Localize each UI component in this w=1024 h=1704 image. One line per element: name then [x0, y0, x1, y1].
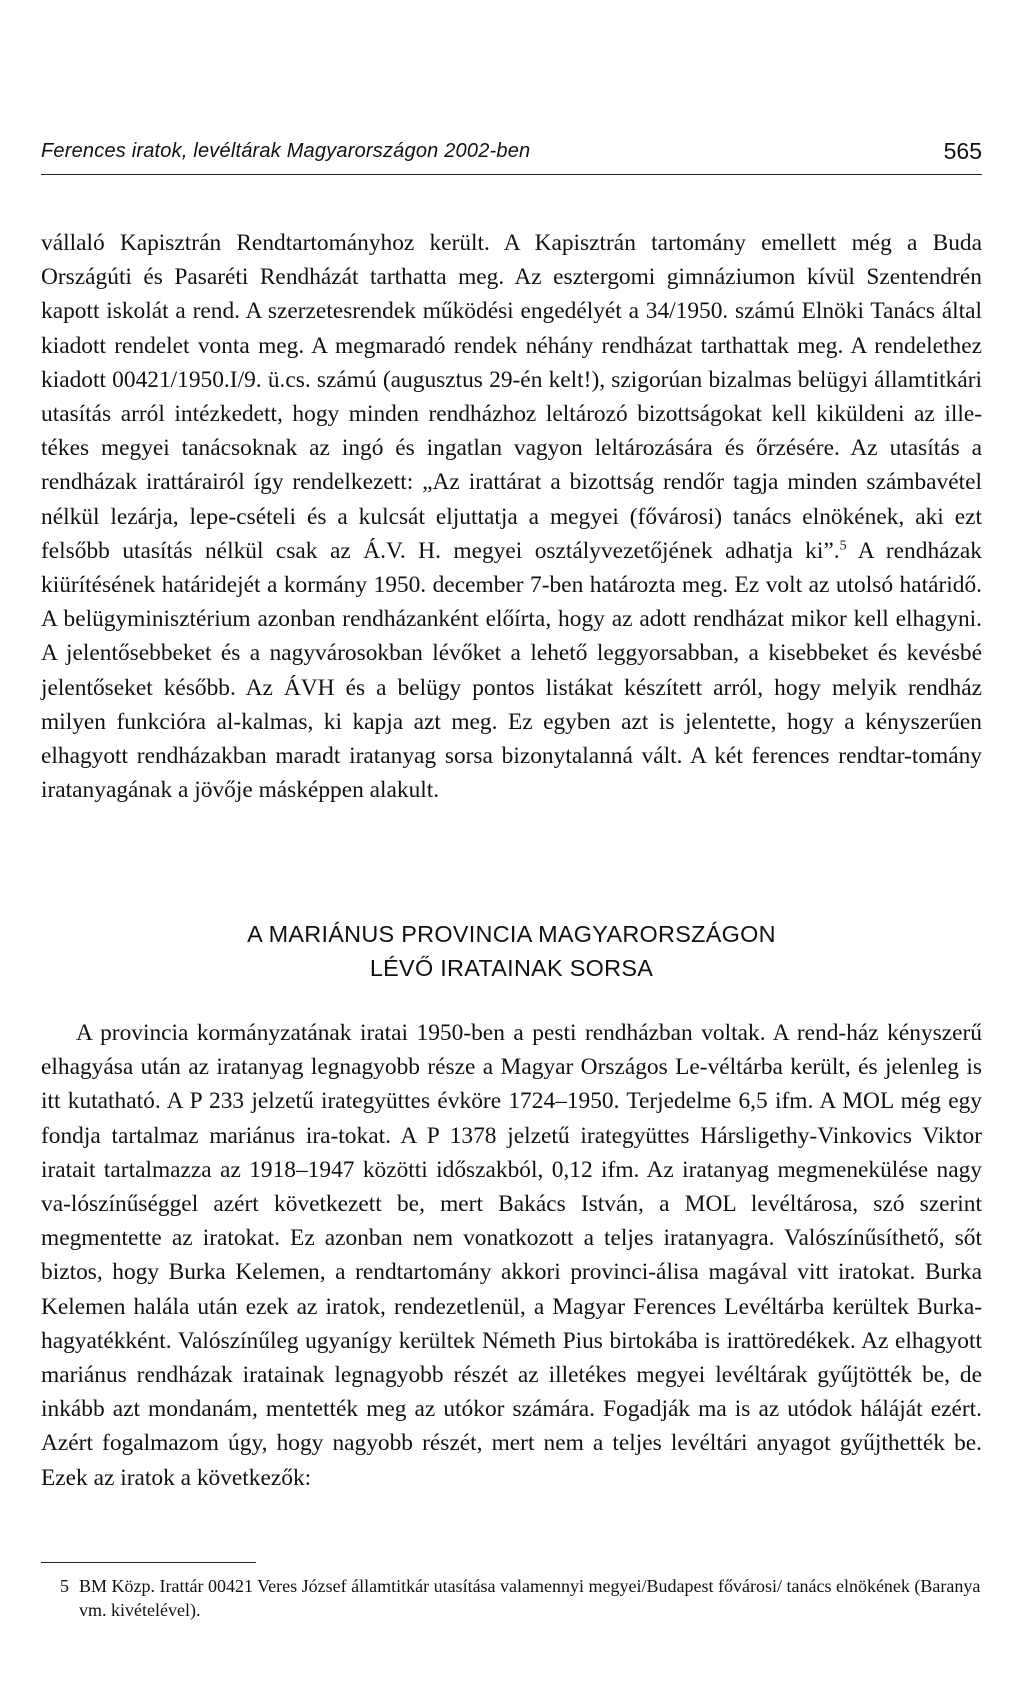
quotation: „Az irattárat a bizottság rendőr tagja minden számbavétel nélkül lezárja, lepe-csételi és a kulcsát eljuttatja a megyei (fővárosi) tanács elnökének, aki ezt felsőbb utasítás nélkül csak az Á.V. H. megyei osztályvezetőjének adhatja ki”. [41, 469, 982, 564]
section-heading-line-1: A MARIÁNUS PROVINCIA MAGYARORSZÁGON [247, 921, 776, 947]
section-two [41, 1016, 982, 1495]
footnote [41, 1574, 982, 1622]
footnote-reference: 5 [839, 538, 847, 554]
running-title: Ferences iratok, levéltárak Magyarországon 2002-ben [41, 140, 531, 162]
body-paragraph [41, 226, 982, 807]
paragraph-continuation: A rendházak kiürítésének határidejét a kormány 1950. december 7-ben határozta meg. Ez volt az utolsó határidő. A belügyminisztérium azonban rendházanként előírta, hogy az adott rendházat mikor kell elhagyni. A jelentősebbeket és a nagyvárosokban lévőket a lehető leggyorsabban, a kisebbeket és kevésbé jelentőseket később. Az ÁVH és a belügy pontos listákat készített arról, hogy melyik rendház milyen funkcióra al-kalmas, ki kapja azt meg. Ez egyben azt is jelentette, hogy a kényszerűen elhagyott rendházakban maradt iratanyag sorsa bizonytalanná vált. A két ferences rendtar-tomány iratanyagának a jövője másképpen alakult. [41, 537, 982, 804]
running-header [41, 140, 982, 175]
section-one [41, 226, 982, 807]
footnote-divider [41, 1562, 256, 1563]
footnote-text: BM Közp. Irattár 00421 Veres József államtitkár utasítása valamennyi megyei/Budapest fővárosi/ tanács elnökének (Baranya vm. kivételével). [79, 1576, 981, 1620]
section-heading [41, 917, 982, 985]
body-paragraph: A provincia kormányzatának iratai 1950-ben a pesti rendházban voltak. A rend-ház kényszerű elhagyása után az iratanyag legnagyobb része a Magyar Országos Le-véltárba került, és jelenleg is itt kutatható. A P 233 jelzetű irategyüttes évköre 1724–1950. Terjedelme 6,5 ifm. A MOL még egy fondja tartalmaz mariánus ira-tokat. A P 1378 jelzetű irategyüttes Hársligethy-Vinkovics Viktor iratait tartalmazza az 1918–1947 közötti időszakból, 0,12 ifm. Az iratanyag megmenekülése nagy va-lószínűséggel azért következett be, mert Bakács István, a MOL levéltárosa, szó szerint megmentette az iratokat. Ez azonban nem vonatkozott a teljes iratanyagra. Valószínűsíthető, sőt biztos, hogy Burka Kelemen, a rendtartomány akkori provinci-álisa magával vitt iratokat. Burka Kelemen halála után ezek az iratok, rendezetlenül, a Magyar Ferences Levéltárba kerültek Burka-hagyatékként. Valószínűleg ugyanígy kerültek Németh Pius birtokába is irattöredékek. Az elhagyott mariánus rendházak iratainak legnagyobb részét az illetékes megyei levéltárak gyűjtötték be, de inkább azt mondanám, mentették meg az utókor számára. Fogadják ma is az utódok háláját ezért. Azért fogalmazom úgy, hogy nagyobb részét, mert nem a teljes levéltári anyagot gyűjthették be. Ezek az iratok a következők: [41, 1020, 982, 1491]
footnote-number: 5 [60, 1576, 69, 1596]
section-heading-line-2: LÉVŐ IRATAINAK SORSA [369, 955, 654, 981]
paragraph-text: vállaló Kapisztrán Rendtartományhoz került. A Kapisztrán tartomány emellett még a Buda Országúti és Pasaréti Rendházát tarthatta meg. Az esztergomi gimnáziumon kívül Szentendrén kapott iskolát a rend. A szerzetesrendek működési engedélyét a 34/1950. számú Elnöki Tanács által kiadott rendelet vonta meg. A megmaradó rendek néhány rendházat tarthattak meg. A rendelethez kiadott 00421/1950.I/9. ü.cs. számú (augusztus 29-én kelt!), szigorúan bizalmas belügyi államtitkári utasítás arról intézkedett, hogy minden rendházhoz leltározó bizottságokat kell kiküldeni az ille-tékes megyei tanácsoknak az ingó és ingatlan vagyon leltározására és őrzésére. Az utasítás a rendházak irattárairól így rendelkezett: [41, 230, 982, 496]
page-number: 565 [943, 138, 982, 164]
